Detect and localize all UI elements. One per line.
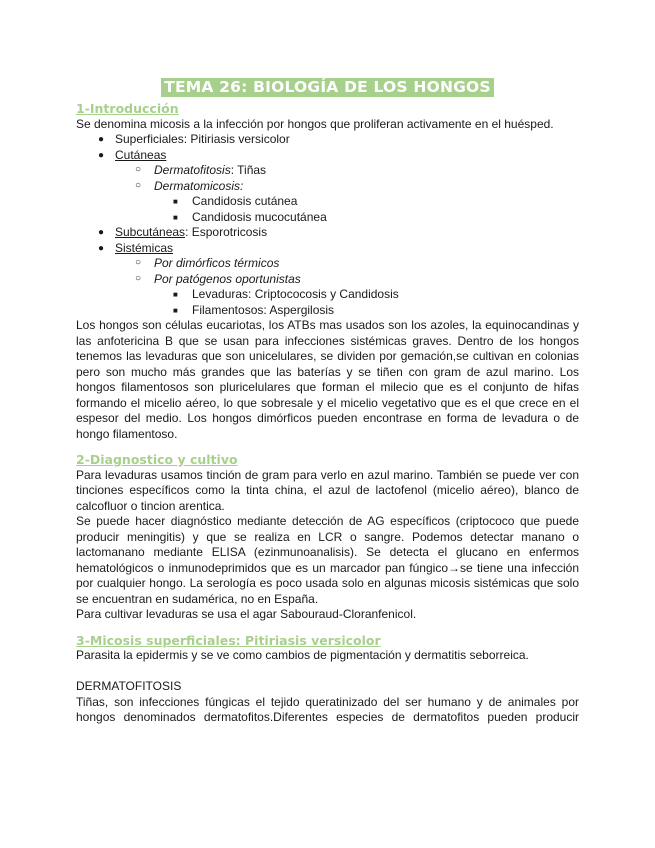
list-item: ● Subcutáneas: Esporotricosis <box>98 225 268 239</box>
document-page <box>76 78 579 726</box>
list-item: ■ Candidosis mucocutánea <box>173 209 327 224</box>
square-bullet-icon: ■ <box>173 212 178 222</box>
title-block <box>76 78 579 97</box>
intro-text: Se denomina micosis a la infección por hongos que proliferan activamente en el huésped. <box>76 116 554 131</box>
section-heading-diagnostico: 2-Diagnostico y cultivo <box>76 452 238 467</box>
diagnostico-paragraph-3: Para cultivar levaduras se usa el agar Sabouraud-Cloranfenicol. <box>76 607 417 621</box>
subheading-dermatofitosis: DERMATOFITOSIS <box>76 679 182 693</box>
list-item: ■ Candidosis cutánea <box>173 194 298 208</box>
list-item: ■ Levaduras: Criptococosis y Candidosis <box>173 287 399 301</box>
list-item: ○ Dermatofitosis: Tiñas <box>135 163 267 177</box>
circle-bullet-icon: ○ <box>135 164 142 175</box>
square-bullet-icon: ■ <box>173 305 178 315</box>
micosis-paragraph-2: Tiñas, son infecciones fúngicas el tejido queratinizado del ser humano y de animales por hongos denominados dermatofitos.Diferentes especies de dermatofitos pueden producir <box>76 694 579 724</box>
disc-bullet-icon: ● <box>98 242 105 254</box>
square-bullet-icon: ■ <box>173 290 178 299</box>
classification-list <box>76 132 579 318</box>
section-heading-micosis: 3-Micosis superficiales: Pitiriasis versicolor <box>76 632 381 648</box>
disc-bullet-icon: ● <box>98 227 105 238</box>
list-item: ○ Dermatomicosis: <box>135 178 244 193</box>
list-item: ■ Filamentosos: Aspergilosis <box>173 302 335 317</box>
intro-paragraph: Los hongos son células eucariotas, los ATBs mas usados son los azoles, la equinocandinas y las anfotericina B que se usan para infecciones sistémicas graves. Dentro de los hongos tenemos las levaduras que son unicelulares, se dividen por gemación,se cultivan en colonias pero son mucho más grandes que las baterías y se tiñen con gram de azul marino. Los hongos filamentosos son pluricelulares que forman el milecio que es el conjunto de hifas formando el micelio aéreo, lo que sobresale y el micelio vegetativo que es el que crece en el espesor del medio. Los hongos dimórficos pueden encontrase en forma de levadura o de hongo filamentoso. <box>76 318 579 441</box>
list-item: ● Cutáneas <box>98 147 167 162</box>
disc-bullet-icon: ● <box>98 149 105 161</box>
circle-bullet-icon: ○ <box>135 272 142 284</box>
list-item: ○ Por dimórficos térmicos <box>135 256 280 270</box>
diagnostico-paragraph-2: Se puede hacer diagnóstico mediante detección de AG específicos (criptococo que puede producir meningitis) y que se realiza en LCR o sangre. Podemos detectar manano o lactomanano mediante ELISA (ezinmunoanalisis). Se detecta el glucano en enfermos hematológicos o inmunodeprimidos que es un marcador pan fúngico→se tiene una infección por cualquier hongo. La serología es poco usada solo en algunas micosis sistémicas que solo se encuentran en sudamérica, no en España. <box>76 514 579 606</box>
square-bullet-icon: ■ <box>173 197 178 206</box>
page-title: TEMA 26: BIOLOGÍA DE LOS HONGOS <box>161 78 494 97</box>
circle-bullet-icon: ○ <box>135 179 142 191</box>
list-item: ● Superficiales: Pitiriasis versicolor <box>98 132 290 146</box>
disc-bullet-icon: ● <box>98 134 105 145</box>
list-item: ● Sistémicas <box>98 240 174 255</box>
section-heading-intro: 1-Introducción <box>76 101 179 116</box>
diagnostico-paragraph-1: Para levaduras usamos tinción de gram para verlo en azul marino. También se puede ver con tinciones específicos como la tinta china, el azul de lactofenol (micelio aéreo), blanco de calcofluor o tincion arentica. <box>76 467 579 513</box>
circle-bullet-icon: ○ <box>135 257 142 268</box>
list-item: ○ Por patógenos oportunistas <box>135 271 301 286</box>
micosis-paragraph-1: Parasita la epidermis y se ve como cambios de pigmentación y dermatitis seborreica. <box>76 648 529 662</box>
